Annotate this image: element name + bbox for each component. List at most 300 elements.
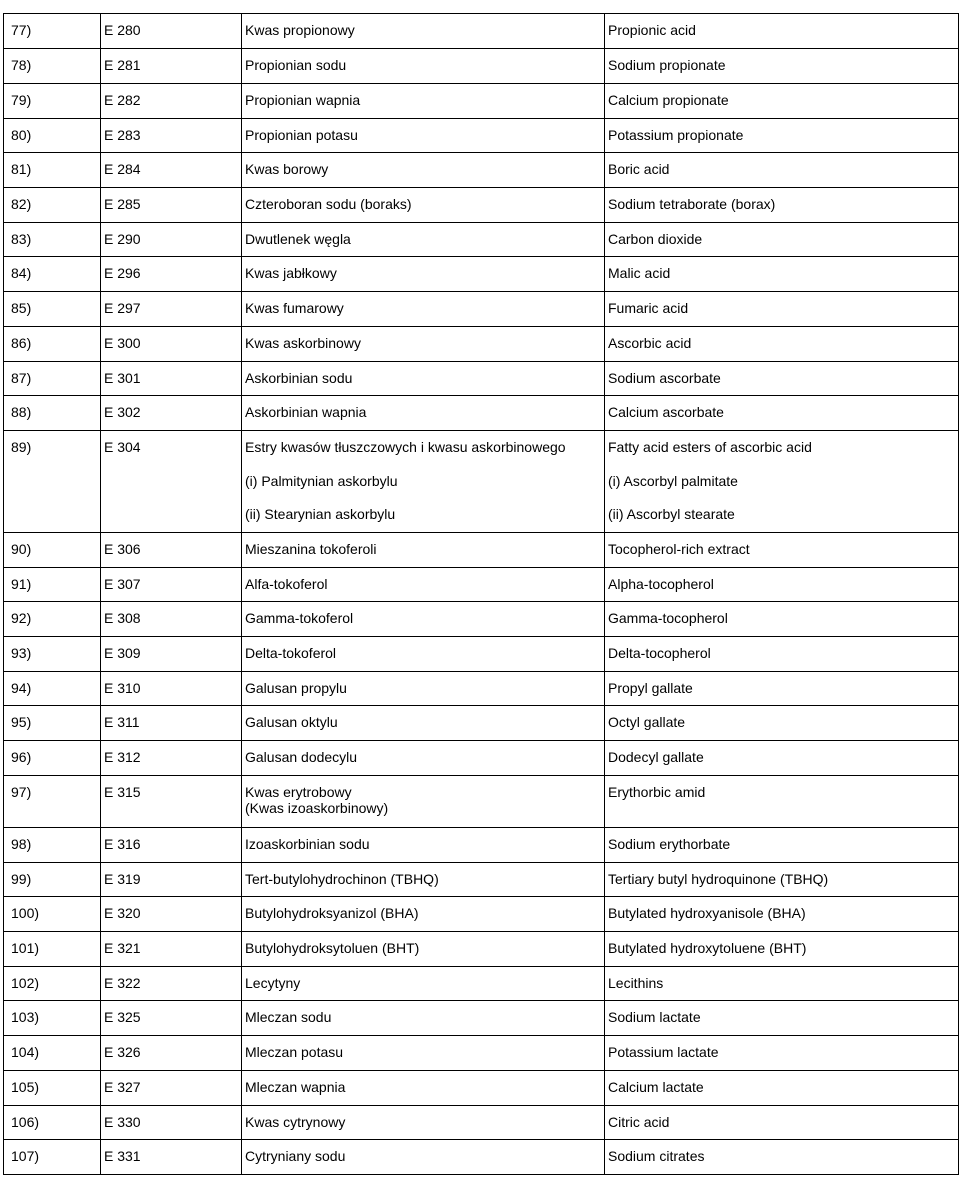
polish-name [245,602,604,626]
row-number-cell [4,741,101,776]
english-name-cell [605,741,959,776]
english-name-cell [605,776,959,828]
e-code: E 331 [104,1148,141,1164]
row-number: 93) [11,645,32,661]
polish-name [245,533,604,557]
e-code-cell [101,431,242,533]
row-number: 95) [11,714,32,730]
polish-name [245,863,604,887]
row-number-cell [4,292,101,327]
polish-name-cell [242,568,605,602]
e-code: E 308 [104,610,141,626]
table-row [4,706,959,741]
table-row [4,863,959,897]
polish-name-cell [242,1001,605,1036]
english-name-cell [605,1140,959,1175]
polish-name-text: Gamma-tokoferol [245,610,354,626]
polish-name-cell [242,1140,605,1175]
polish-name-cell [242,49,605,84]
row-number-cell [4,49,101,84]
english-name: Potassium lactate [608,1044,719,1060]
row-number: 98) [11,836,32,852]
table-row [4,431,959,533]
polish-name-text: Tert-butylohydrochinon (TBHQ) [245,871,439,887]
english-name: Carbon dioxide [608,231,703,247]
english-name-cell [605,223,959,257]
row-number-cell [4,897,101,932]
table-row [4,362,959,396]
polish-name-text: Estry kwasów tłuszczowych i kwasu askorbinowego [245,439,566,455]
e-code-cell [101,84,242,119]
row-number-cell [4,1071,101,1106]
english-name-cell [605,706,959,741]
polish-name-cell [242,897,605,932]
polish-name [245,119,604,143]
row-number: 84) [11,265,32,281]
english-subitem: (ii) Ascorbyl stearate [608,506,735,522]
polish-name-text: Mleczan sodu [245,1009,332,1025]
polish-name [245,967,604,991]
e-code: E 312 [104,749,141,765]
polish-name-text: Askorbinian sodu [245,370,353,386]
polish-name [245,1106,604,1130]
row-number-cell [4,257,101,292]
polish-name-cell [242,863,605,897]
table-row [4,967,959,1001]
table-row [4,568,959,602]
english-name: Boric acid [608,161,670,177]
english-name: Ascorbic acid [608,335,692,351]
polish-name-cell [242,223,605,257]
e-code: E 297 [104,300,141,316]
english-name-cell [605,568,959,602]
polish-name-text: Mieszanina tokoferoli [245,541,377,557]
table-row [4,1106,959,1140]
english-subitem: (i) Ascorbyl palmitate [608,473,738,489]
row-number-cell [4,568,101,602]
e-code-cell [101,1071,242,1106]
polish-name-cell [242,602,605,637]
polish-name [245,1001,604,1025]
polish-name-text: Mleczan wapnia [245,1079,346,1095]
polish-name-cell [242,153,605,188]
row-number: 102) [11,975,40,991]
polish-name-text: Askorbinian wapnia [245,404,367,420]
polish-name-cell [242,533,605,568]
row-number-cell [4,119,101,153]
polish-name [245,897,604,921]
row-number: 86) [11,335,32,351]
row-number: 88) [11,404,32,420]
polish-name-text: Czteroboran sodu (boraks) [245,196,412,212]
row-number-cell [4,776,101,828]
table-row [4,257,959,292]
table-row [4,828,959,863]
additives-table [3,13,959,1175]
e-code: E 301 [104,370,141,386]
row-number-cell [4,1106,101,1140]
polish-name [245,1140,604,1164]
polish-name-cell [242,932,605,967]
english-name: Lecithins [608,975,664,991]
e-code-cell [101,932,242,967]
e-code: E 290 [104,231,141,247]
polish-name-text: Kwas fumarowy [245,300,344,316]
polish-name [245,153,604,177]
polish-name [245,741,604,765]
polish-name-text: Cytryniany sodu [245,1148,346,1164]
english-name-cell [605,828,959,863]
polish-name-text: Butylohydroksyanizol (BHA) [245,905,419,921]
row-number: 97) [11,784,32,800]
polish-name [245,396,604,420]
polish-name-cell [242,84,605,119]
e-code-cell [101,1106,242,1140]
row-number-cell [4,1036,101,1071]
english-name-cell [605,49,959,84]
row-number: 96) [11,749,32,765]
e-code-cell [101,49,242,84]
table-row [4,776,959,828]
polish-name-cell [242,257,605,292]
english-name: Calcium ascorbate [608,404,724,420]
polish-name-text: Alfa-tokoferol [245,576,328,592]
e-code: E 283 [104,127,141,143]
row-number: 107) [11,1148,40,1164]
e-code: E 302 [104,404,141,420]
table-row [4,1036,959,1071]
english-name-cell [605,533,959,568]
e-code: E 327 [104,1079,141,1095]
row-number-cell [4,431,101,533]
english-name-cell [605,396,959,431]
e-code-cell [101,897,242,932]
english-name-cell [605,153,959,188]
english-name: Sodium propionate [608,57,726,73]
e-code: E 322 [104,975,141,991]
e-code: E 300 [104,335,141,351]
english-name-cell [605,14,959,49]
table-row [4,292,959,327]
table-row [4,153,959,188]
row-number-cell [4,153,101,188]
english-name: Dodecyl gallate [608,749,704,765]
polish-name-cell [242,672,605,706]
english-name: Fatty acid esters of ascorbic acid [608,439,812,455]
polish-name-text: Propionian wapnia [245,92,361,108]
polish-name-text: Kwas borowy [245,161,329,177]
english-name-cell [605,602,959,637]
english-name: Erythorbic amid [608,784,706,800]
english-name-cell [605,1001,959,1036]
row-number-cell [4,637,101,672]
polish-name-text: Lecytyny [245,975,301,991]
polish-name [245,49,604,73]
polish-name [245,327,604,351]
english-name: Sodium lactate [608,1009,701,1025]
english-name: Gamma-tocopherol [608,610,728,626]
english-name-cell [605,637,959,672]
e-code-cell [101,188,242,223]
e-code: E 284 [104,161,141,177]
polish-name [245,672,604,696]
polish-name-cell [242,292,605,327]
polish-name-cell [242,362,605,396]
polish-name [245,362,604,386]
polish-name-cell [242,1036,605,1071]
e-code-cell [101,863,242,897]
polish-name-text: Galusan oktylu [245,714,338,730]
e-code-cell [101,223,242,257]
table-row [4,897,959,932]
e-code-cell [101,967,242,1001]
polish-name [245,776,604,816]
polish-name [245,637,604,661]
e-code-cell [101,533,242,568]
row-number: 103) [11,1009,40,1025]
polish-name-text: Galusan propylu [245,680,347,696]
table-row [4,1001,959,1036]
english-name-cell [605,119,959,153]
polish-name [245,1036,604,1060]
table-row [4,14,959,49]
polish-name-text: Propionian potasu [245,127,358,143]
english-name-cell [605,188,959,223]
english-name: Sodium ascorbate [608,370,721,386]
english-name-cell [605,327,959,362]
polish-name [245,828,604,852]
e-code-cell [101,776,242,828]
polish-name-text: Butylohydroksytoluen (BHT) [245,940,420,956]
row-number: 90) [11,541,32,557]
polish-name-cell [242,431,605,533]
row-number-cell [4,706,101,741]
table-row [4,223,959,257]
row-number: 83) [11,231,32,247]
polish-name [245,188,604,212]
english-name-cell [605,362,959,396]
row-number: 92) [11,610,32,626]
row-number-cell [4,828,101,863]
table-row [4,119,959,153]
polish-name [245,223,604,247]
table-row [4,327,959,362]
e-code: E 285 [104,196,141,212]
e-code: E 311 [104,714,140,730]
e-code-cell [101,568,242,602]
row-number: 87) [11,370,32,386]
e-code: E 296 [104,265,141,281]
english-name: Sodium tetraborate (borax) [608,196,776,212]
polish-name [245,568,604,592]
row-number-cell [4,863,101,897]
e-code-cell [101,14,242,49]
row-number: 82) [11,196,32,212]
polish-name [245,431,604,455]
polish-name-cell [242,637,605,672]
row-number: 99) [11,871,32,887]
polish-name [245,84,604,108]
polish-name-text: Dwutlenek węgla [245,231,351,247]
english-name: Fumaric acid [608,300,689,316]
polish-name-cell [242,706,605,741]
e-code-cell [101,637,242,672]
row-number: 81) [11,161,32,177]
table-row [4,533,959,568]
row-number: 101) [11,940,40,956]
english-name-cell [605,1036,959,1071]
polish-name [245,932,604,956]
row-number-cell [4,362,101,396]
polish-name-line2: (Kwas izoaskorbinowy) [245,800,389,816]
polish-name-text: Izoaskorbinian sodu [245,836,370,852]
e-code-cell [101,741,242,776]
row-number-cell [4,1140,101,1175]
row-number-cell [4,396,101,431]
e-code-cell [101,602,242,637]
row-number: 77) [11,22,32,38]
english-name-cell [605,292,959,327]
row-number: 91) [11,576,32,592]
row-number: 89) [11,439,32,455]
polish-name [245,257,604,281]
english-name: Potassium propionate [608,127,744,143]
row-number: 80) [11,127,32,143]
table-row [4,396,959,431]
row-number: 94) [11,680,32,696]
row-number-cell [4,84,101,119]
e-code-cell [101,672,242,706]
e-code-cell [101,362,242,396]
table-row [4,84,959,119]
english-name: Butylated hydroxytoluene (BHT) [608,940,807,956]
e-code: E 304 [104,439,141,455]
table-row [4,602,959,637]
english-name: Citric acid [608,1114,670,1130]
e-code-cell [101,1036,242,1071]
e-code: E 310 [104,680,141,696]
e-code-cell [101,257,242,292]
row-number-cell [4,932,101,967]
english-name: Propionic acid [608,22,696,38]
english-name: Tertiary butyl hydroquinone (TBHQ) [608,871,829,887]
polish-name-text: Propionian sodu [245,57,347,73]
english-name-cell [605,863,959,897]
polish-name-text: Kwas askorbinowy [245,335,361,351]
e-code-cell [101,292,242,327]
polish-name-cell [242,14,605,49]
english-name: Propyl gallate [608,680,693,696]
e-code: E 316 [104,836,141,852]
e-code: E 321 [104,940,141,956]
e-code-cell [101,119,242,153]
table-row [4,741,959,776]
english-name: Butylated hydroxyanisole (BHA) [608,905,806,921]
e-code: E 319 [104,871,141,887]
english-name: Tocopherol-rich extract [608,541,750,557]
polish-name-cell [242,776,605,828]
row-number-cell [4,1001,101,1036]
table-row [4,1140,959,1175]
row-number: 79) [11,92,32,108]
english-name: Sodium citrates [608,1148,705,1164]
polish-name [245,1071,604,1095]
row-number: 106) [11,1114,40,1130]
english-name: Sodium erythorbate [608,836,731,852]
table-row [4,1071,959,1106]
row-number-cell [4,188,101,223]
english-name: Octyl gallate [608,714,686,730]
e-code-cell [101,828,242,863]
row-number-cell [4,223,101,257]
english-name-cell [605,257,959,292]
row-number: 100) [11,905,40,921]
english-name-cell [605,672,959,706]
polish-name-text: Kwas erytrobowy [245,784,352,800]
e-code: E 320 [104,905,141,921]
polish-name-cell [242,396,605,431]
table-row [4,672,959,706]
e-code: E 315 [104,784,141,800]
english-name-cell [605,431,959,533]
english-name: Calcium propionate [608,92,729,108]
english-name: Delta-tocopherol [608,645,711,661]
e-code-cell [101,1001,242,1036]
row-number-cell [4,14,101,49]
polish-name-cell [242,828,605,863]
e-code: E 307 [104,576,141,592]
polish-name [245,706,604,730]
table-row [4,188,959,223]
e-code-cell [101,396,242,431]
polish-name-text: Kwas cytrynowy [245,1114,346,1130]
table-row [4,637,959,672]
polish-name-text: Kwas propionowy [245,22,355,38]
row-number-cell [4,533,101,568]
english-name: Alpha-tocopherol [608,576,714,592]
polish-name-text: Galusan dodecylu [245,749,358,765]
polish-name-text: Kwas jabłkowy [245,265,337,281]
english-name: Malic acid [608,265,671,281]
english-name-cell [605,967,959,1001]
polish-name-text: Delta-tokoferol [245,645,337,661]
e-code: E 309 [104,645,141,661]
e-code: E 280 [104,22,141,38]
polish-subitem: (ii) Stearynian askorbylu [245,506,396,522]
polish-name-cell [242,119,605,153]
polish-subitem: (i) Palmitynian askorbylu [245,473,398,489]
row-number-cell [4,672,101,706]
polish-name-cell [242,1071,605,1106]
row-number-cell [4,602,101,637]
e-code: E 281 [104,57,141,73]
table-row [4,49,959,84]
e-code: E 282 [104,92,141,108]
english-name-cell [605,84,959,119]
english-name: Calcium lactate [608,1079,704,1095]
e-code-cell [101,153,242,188]
e-code: E 325 [104,1009,141,1025]
row-number: 85) [11,300,32,316]
row-number: 104) [11,1044,40,1060]
english-name-cell [605,1071,959,1106]
polish-name-cell [242,967,605,1001]
polish-name-text: Mleczan potasu [245,1044,344,1060]
e-code: E 330 [104,1114,141,1130]
e-code: E 306 [104,541,141,557]
table-body [4,14,959,1175]
english-name-cell [605,897,959,932]
